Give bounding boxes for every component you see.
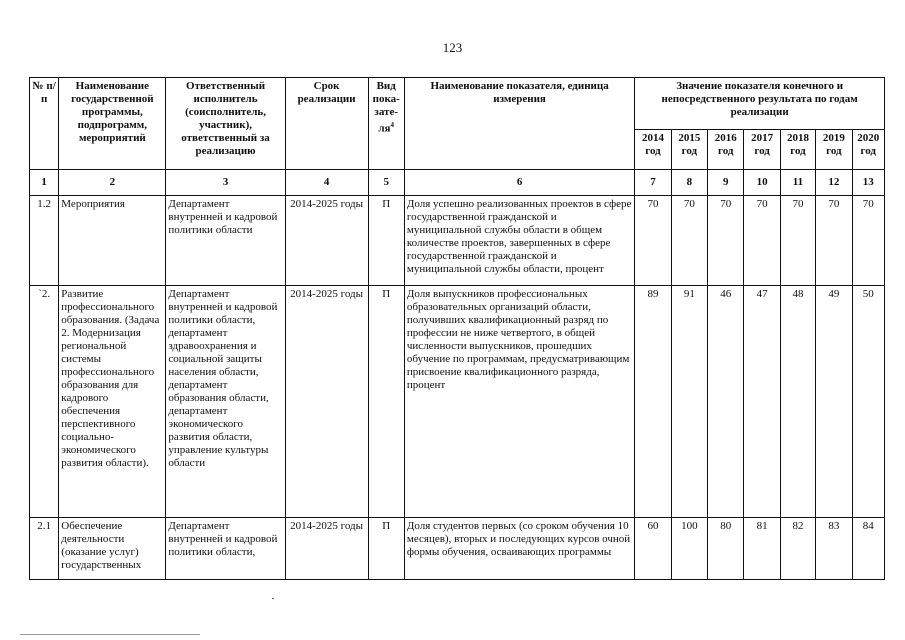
column-number: 5 [368, 170, 404, 196]
header-num: № п/п [30, 78, 59, 170]
column-number: 2 [59, 170, 166, 196]
column-number: 3 [166, 170, 285, 196]
row-value: 49 [816, 286, 852, 518]
header-type [368, 78, 404, 170]
row-value: 60 [635, 518, 671, 580]
column-number-row [30, 170, 885, 196]
row-indicator: Доля студентов первых (со сроком обучения 10 месяцев), вторых и последующих курсов очной формы обучения, осваивающих программы [404, 518, 634, 580]
column-number: 10 [744, 170, 780, 196]
column-number: 4 [285, 170, 368, 196]
row-value: 50 [852, 286, 884, 518]
header-type-note: 4 [390, 121, 395, 129]
row-value: 46 [708, 286, 744, 518]
row-value: 70 [671, 196, 707, 286]
row-value: 70 [708, 196, 744, 286]
header-year: 2016 год [708, 130, 744, 170]
row-num: `2. [30, 286, 59, 518]
row-program: Развитие профессионального образования. (Задача 2. Модернизация региональной системы профессионального образования для кадрового обеспечения перспективного социально-экономического развития области). [59, 286, 166, 518]
header-year: 2018 год [780, 130, 815, 170]
row-value: 82 [780, 518, 815, 580]
header-year: 2017 год [744, 130, 780, 170]
header-year: 2019 год [816, 130, 852, 170]
row-num: 1.2 [30, 196, 59, 286]
row-executor: Департамент внутренней и кадровой политики области, департамент здравоохранения и социальной защиты населения области, департамент образования области, департамент экономического развития области, управление культуры области [166, 286, 285, 518]
row-term: 2014-2025 годы [285, 286, 368, 518]
row-indicator: Доля успешно реализованных проектов в сфере государственной гражданской и муниципальной службы области в общем количестве проектов, завершенных в сфере государственной гражданской и муниципальной службы области, процент [404, 196, 634, 286]
row-value: 47 [744, 286, 780, 518]
row-value: 70 [816, 196, 852, 286]
column-number: 9 [708, 170, 744, 196]
header-year: 2014 год [635, 130, 671, 170]
row-value: 70 [780, 196, 815, 286]
row-executor: Департамент внутренней и кадровой политики области, [166, 518, 285, 580]
header-type-label: Вид пока- зате- ля [372, 80, 400, 135]
indicators-table [29, 77, 885, 580]
row-value: 48 [780, 286, 815, 518]
column-number: 1 [30, 170, 59, 196]
row-type: П [368, 286, 404, 518]
row-term: 2014-2025 годы [285, 518, 368, 580]
column-number: 13 [852, 170, 884, 196]
table-row [30, 518, 885, 580]
header-year: 2020 год [852, 130, 884, 170]
table-row [30, 286, 885, 518]
row-value: 70 [852, 196, 884, 286]
row-value: 91 [671, 286, 707, 518]
row-value: 70 [744, 196, 780, 286]
page-number: 123 [442, 40, 463, 55]
row-value: 83 [816, 518, 852, 580]
column-number: 7 [635, 170, 671, 196]
row-value: 89 [635, 286, 671, 518]
row-type: П [368, 196, 404, 286]
row-value: 80 [708, 518, 744, 580]
header-year: 2015 год [671, 130, 707, 170]
row-program: Мероприятия [59, 196, 166, 286]
row-indicator: Доля выпускников профессиональных образовательных организаций области, получивших квалификационный разряд по профессии не ниже четвертого, в общей численности выпускников, прошедших обучение по программам, предусматривающим присвоение квалификационного разряда, процент [404, 286, 634, 518]
column-number: 8 [671, 170, 707, 196]
row-type: П [368, 518, 404, 580]
row-value: 100 [671, 518, 707, 580]
header-executor: Ответственный исполнитель (соисполнитель, участник), ответственный за реализацию [166, 78, 285, 170]
column-number: 11 [780, 170, 815, 196]
header-term: Срок реализации [285, 78, 368, 170]
header-indicator: Наименование показателя, единица измерения [404, 78, 634, 170]
header-program: Наименование государственной программы, подпрограмм, мероприятий [59, 78, 166, 170]
column-number: 12 [816, 170, 852, 196]
row-term: 2014-2025 годы [285, 196, 368, 286]
row-program: Обеспечение деятельности (оказание услуг) государственных [59, 518, 166, 580]
row-value: 70 [635, 196, 671, 286]
row-executor: Департамент внутренней и кадровой политики области [166, 196, 285, 286]
scan-speck [272, 598, 274, 599]
row-num: 2.1 [30, 518, 59, 580]
header-values: Значение показателя конечного и непосредственного результата по годам реализации [635, 78, 885, 130]
row-value: 84 [852, 518, 884, 580]
column-number: 6 [404, 170, 634, 196]
row-value: 81 [744, 518, 780, 580]
table-row [30, 196, 885, 286]
scan-edge-line [20, 634, 200, 635]
